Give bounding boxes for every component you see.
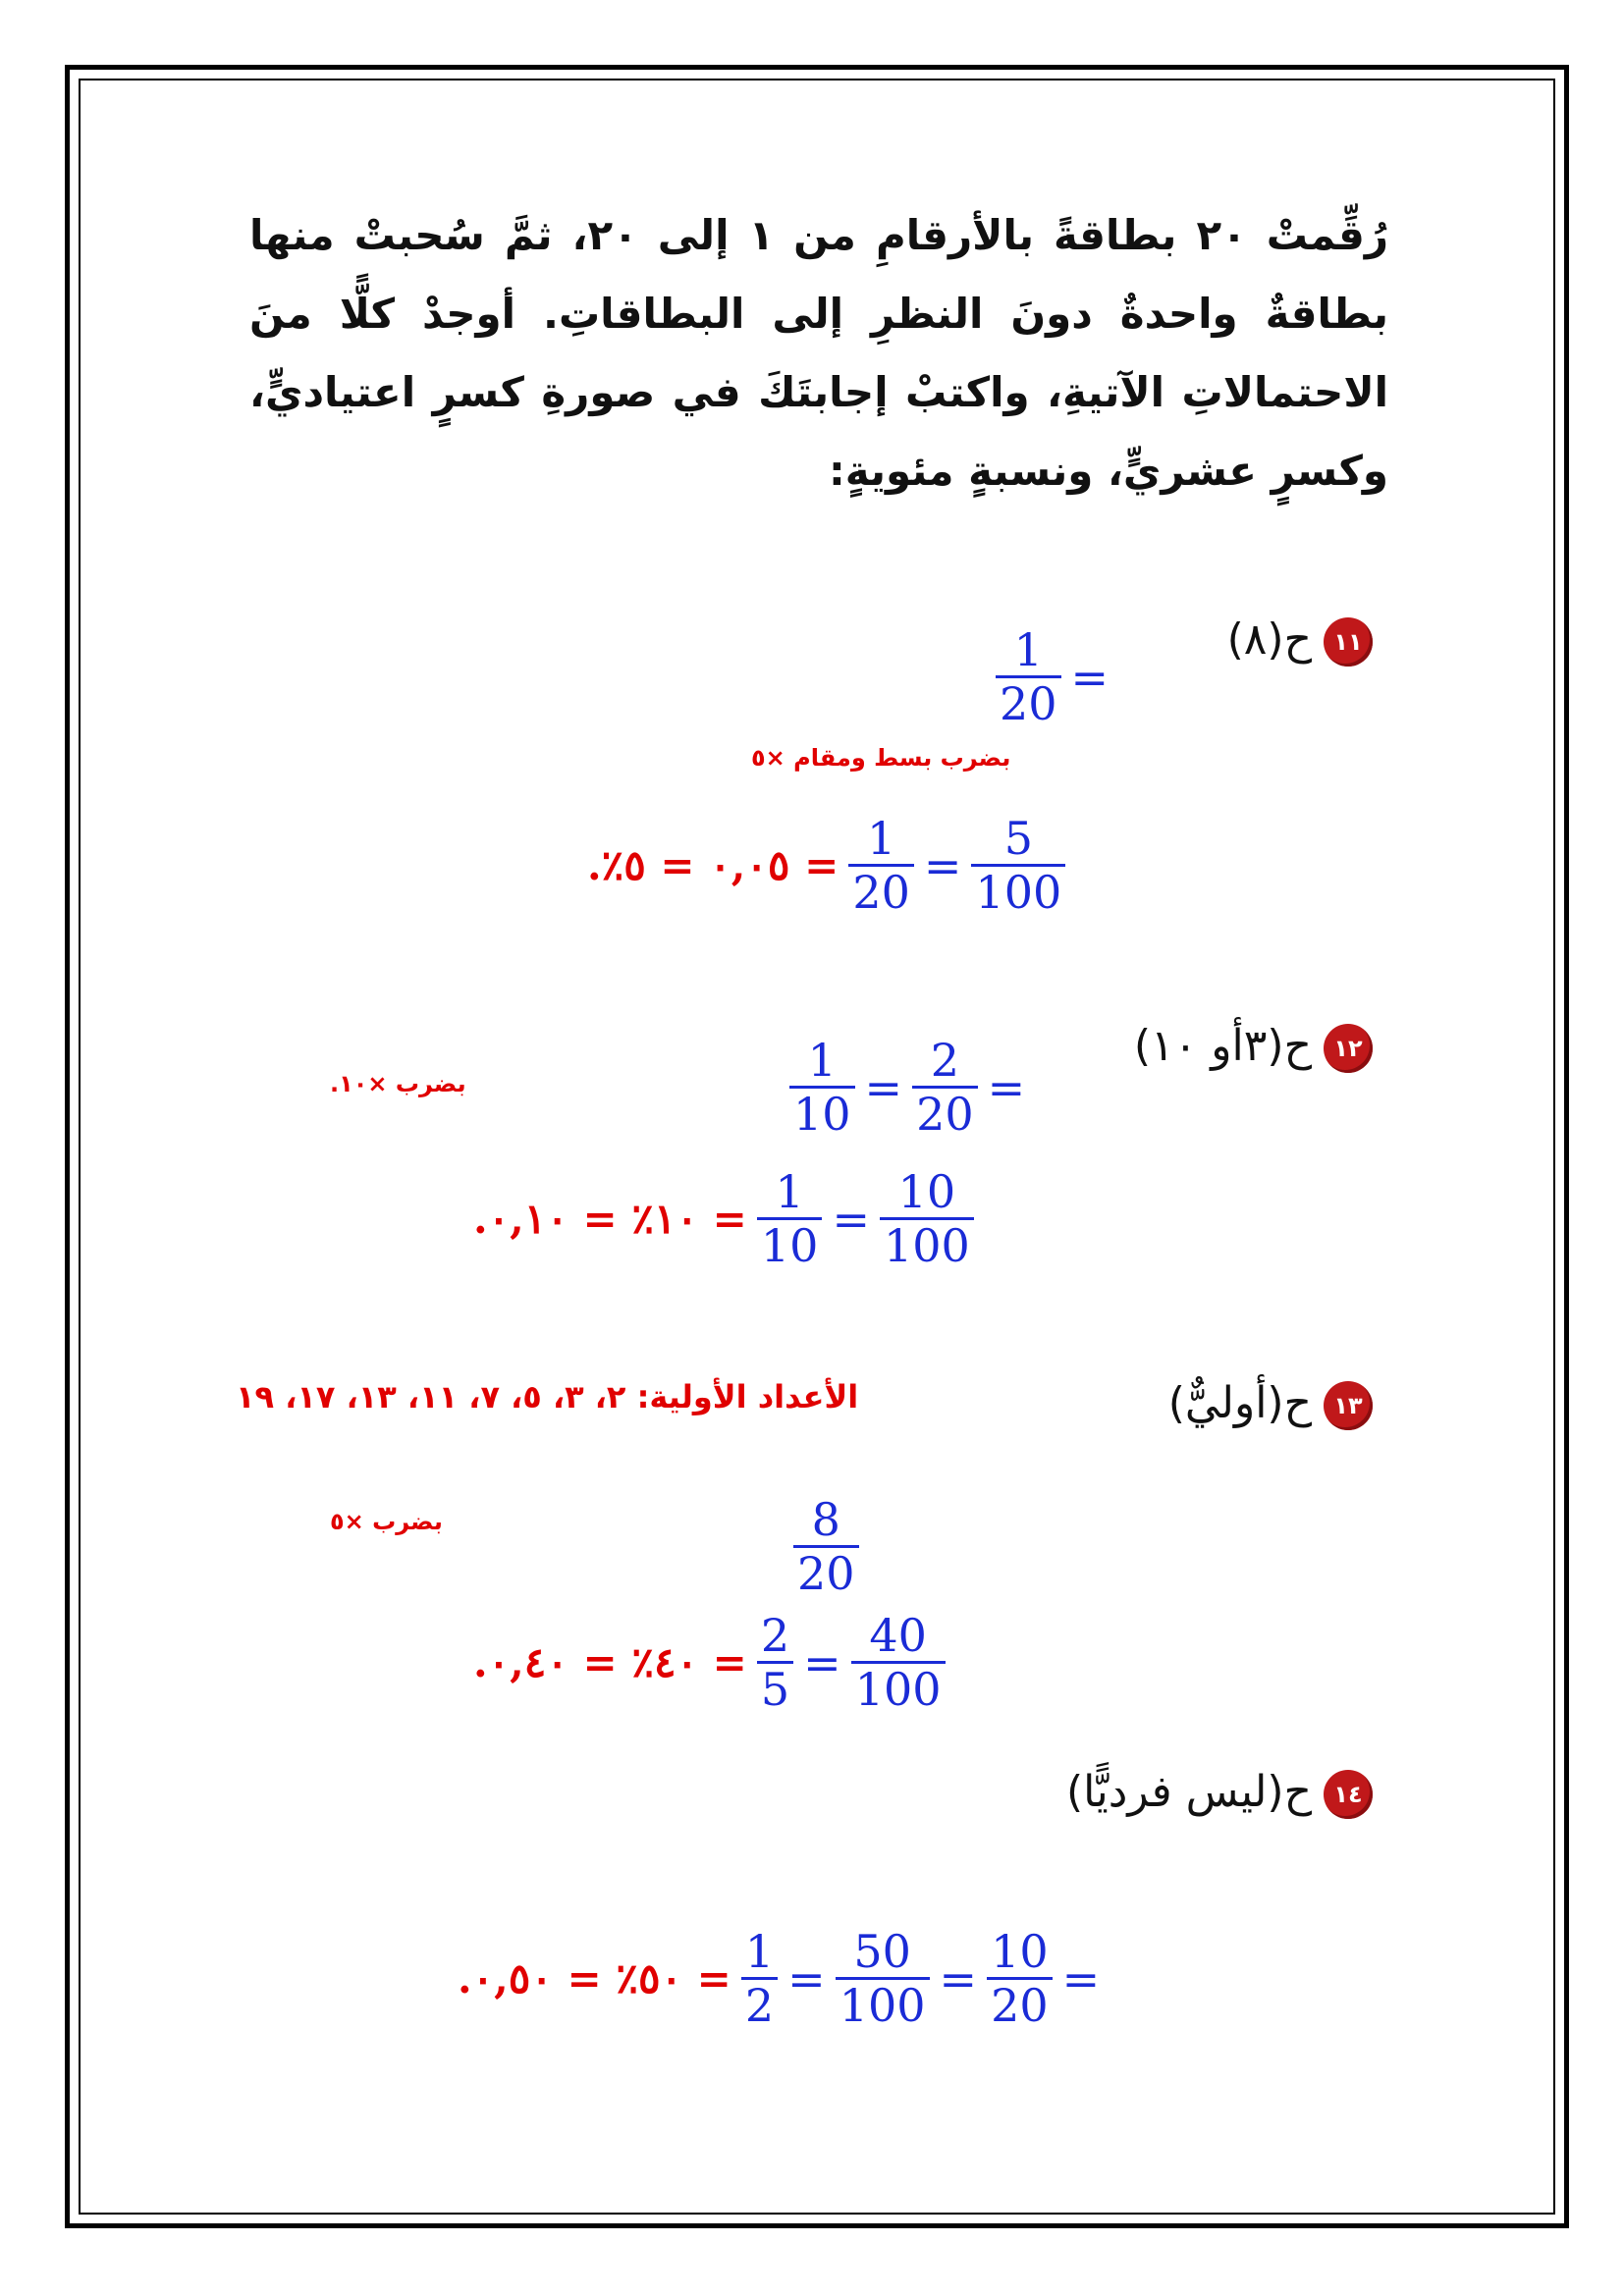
fraction	[996, 624, 1061, 729]
question-12-text: ح(٣أو ١٠)	[1133, 1021, 1312, 1071]
question-11-text: ح(٨)	[1226, 614, 1312, 665]
denominator: 20	[793, 1545, 859, 1599]
numerator: 1	[1013, 623, 1043, 676]
equals-sign: =	[1070, 650, 1110, 704]
denominator: 100	[836, 1977, 930, 2031]
fraction	[836, 1926, 930, 2031]
equals-sign: =	[1061, 1951, 1101, 2005]
numerator: 2	[930, 1034, 959, 1087]
denominator: 20	[987, 1977, 1053, 2031]
equals-sign: =	[832, 1192, 870, 1246]
decimal-percent: = ٠,٠٥ = ٥٪.	[587, 841, 839, 889]
numerator: 1	[775, 1165, 804, 1218]
fraction	[987, 1926, 1053, 2031]
denominator: 20	[848, 864, 914, 918]
denominator: 100	[880, 1217, 974, 1271]
denominator: 10	[789, 1086, 855, 1140]
q11-note: بضرب بسط ومقام ×٥	[751, 744, 1011, 772]
numerator: 2	[760, 1609, 790, 1662]
q12-note: بضرب ×١٠.	[330, 1070, 466, 1097]
fraction	[851, 1610, 946, 1715]
fraction	[848, 813, 914, 918]
numerator: 40	[869, 1609, 927, 1662]
equals-sign: =	[803, 1635, 841, 1689]
q14-equation-line	[458, 1926, 1106, 2031]
denominator: 2	[741, 1977, 778, 2031]
problem-statement: رُقِّمتْ ٢٠ بطاقةً بالأرقامِ من ١ إلى ٢٠، ثمَّ سُحبتْ منها بطاقةٌ واحدةٌ دونَ النظرِ إلى البطاقاتِ. أوجدْ كلًّا منَ الاحتمالاتِ الآتيةِ، واكتبْ إجابتَكَ في صورةِ كسرٍ اعتياديٍّ، وكسرٍ عشريٍّ، ونسبةٍ مئويةٍ:	[249, 211, 1389, 495]
equals-sign: =	[987, 1060, 1026, 1114]
numerator: 10	[897, 1165, 956, 1218]
fraction	[880, 1166, 974, 1271]
q12-equation-line1	[785, 1035, 1031, 1140]
q11-fraction-line1	[992, 624, 1114, 729]
equals-sign: =	[787, 1951, 826, 2005]
numerator: 1	[807, 1034, 837, 1087]
fraction	[793, 1494, 859, 1599]
numerator: 50	[853, 1925, 911, 1978]
denominator: 20	[996, 675, 1061, 729]
denominator: 20	[912, 1086, 978, 1140]
equals-sign: =	[939, 1951, 978, 2005]
equals-sign: =	[923, 838, 962, 892]
question-11-label	[1227, 614, 1373, 667]
numerator: 5	[1003, 812, 1033, 865]
fraction	[912, 1035, 978, 1140]
q13-note: بضرب ×٥	[330, 1508, 443, 1535]
equals-sign: =	[864, 1060, 903, 1114]
question-14-label	[1066, 1767, 1373, 1819]
question-13-text: ح(أوليٌّ)	[1167, 1378, 1312, 1428]
numerator: 8	[811, 1493, 840, 1546]
numerator: 1	[866, 812, 896, 865]
denominator: 10	[757, 1217, 823, 1271]
numerator: 10	[991, 1925, 1049, 1978]
decimal-percent: = ٥٠٪ = ٠,٥٠.	[458, 1954, 731, 2002]
fraction	[757, 1610, 793, 1715]
question-12-label	[1134, 1021, 1373, 1073]
denominator: 100	[971, 864, 1065, 918]
q12-equation-line2	[473, 1166, 978, 1271]
decimal-percent: = ٤٠٪ = ٠,٤٠.	[473, 1638, 747, 1686]
fraction	[741, 1926, 778, 2031]
q11-equation-line2	[587, 813, 1069, 918]
question-13-label	[1168, 1378, 1373, 1430]
fraction	[757, 1166, 823, 1271]
denominator: 5	[757, 1661, 793, 1715]
prime-numbers-list: الأعداد الأولية: ٢، ٣، ٥، ٧، ١١، ١٣، ١٧، ١٩	[236, 1378, 859, 1415]
denominator: 100	[851, 1661, 946, 1715]
q13-fraction-line1	[789, 1494, 863, 1599]
q13-equation-line2	[473, 1610, 949, 1715]
question-13-number-badge: ١٣	[1324, 1381, 1373, 1430]
fraction	[971, 813, 1065, 918]
question-11-number-badge: ١١	[1324, 617, 1373, 667]
question-12-number-badge: ١٢	[1324, 1024, 1373, 1073]
decimal-percent: = ١٠٪ = ٠,١٠.	[473, 1195, 747, 1243]
question-14-text: ح(ليس فرديًّا)	[1065, 1767, 1312, 1817]
fraction	[789, 1035, 855, 1140]
numerator: 1	[744, 1925, 775, 1978]
question-14-number-badge: ١٤	[1324, 1770, 1373, 1819]
